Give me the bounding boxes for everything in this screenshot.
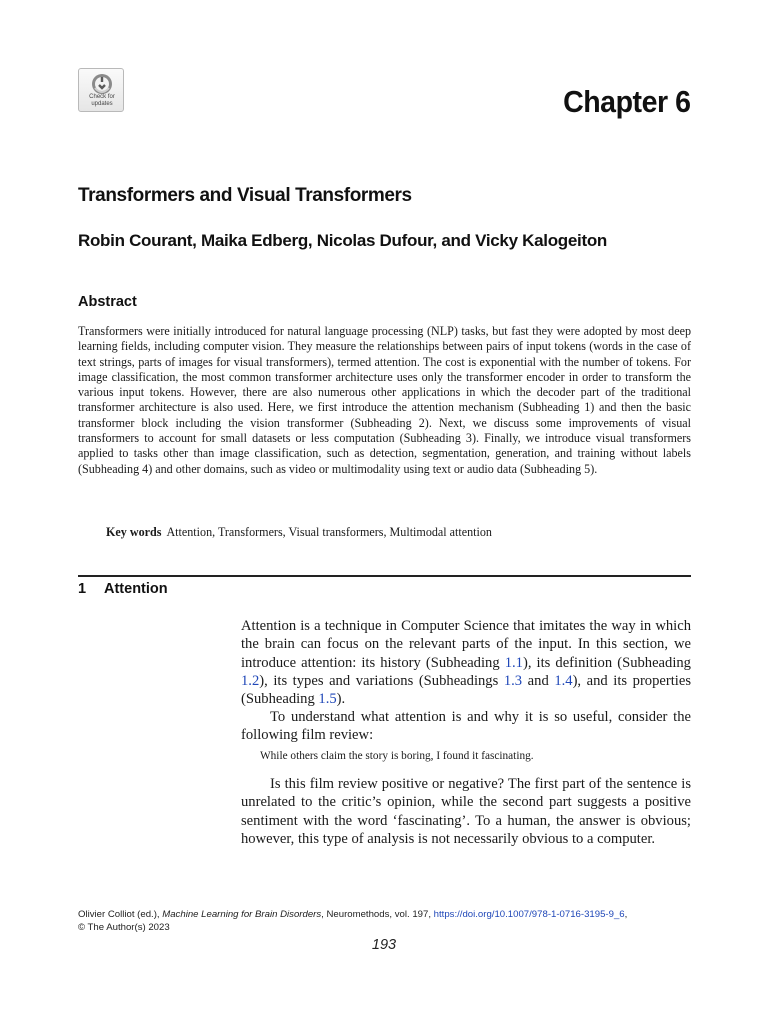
- abstract-heading: Abstract: [78, 294, 137, 310]
- badge-text: [79, 94, 125, 108]
- subheading-link-1-3[interactable]: 1.3: [503, 672, 523, 689]
- subheading-link-1-4[interactable]: 1.4: [554, 672, 573, 689]
- chapter-title: Transformers and Visual Transformers: [78, 185, 412, 206]
- footer-citation: [78, 909, 698, 934]
- footer-copyright: © The Author(s) 2023: [78, 921, 170, 933]
- paragraph-2: To understand what attention is and why it is so useful, consider the following film review:: [241, 709, 691, 744]
- para1-text-b: ), its definition (Subheading: [522, 654, 691, 671]
- keywords-list: Attention, Transformers, Visual transformers, Multimodal attention: [166, 525, 492, 539]
- section-title: Attention: [104, 581, 168, 597]
- paragraph-1: [241, 617, 691, 708]
- footer-editor: Olivier Colliot (ed.),: [78, 909, 163, 920]
- subheading-link-1-1[interactable]: 1.1: [504, 654, 523, 671]
- check-for-updates-badge[interactable]: [78, 68, 124, 112]
- section-number: 1: [78, 581, 87, 597]
- section-divider: [78, 575, 691, 577]
- subheading-link-1-2[interactable]: 1.2: [241, 672, 260, 689]
- badge-line-2: updates: [91, 101, 113, 107]
- para1-text-e: ), and its properties (Subheading: [241, 672, 691, 708]
- abstract-body: Transformers were initially introduced for natural language processing (NLP) tasks, but fast they were adopted by most deep learning fields, including computer vision. They measure the relationships between pairs of input tokens (words in the case of text strings, parts of images for visual transformers), termed attention. The cost is exponential with the number of tokens. For image classification, the most common transformer architecture uses only the transformer encoder in order to transform the various input tokens. However, there are also numerous other applications in which the decoder part of the traditional transformer architecture is also used. Here, we first introduce the attention mechanism (Subheading 1) and then the basic transformer block including the vision transformer (Subheading 2). Next, we discuss some improvements of visual transformers to account for small datasets or less computation (Subheading 3). Finally, we introduce visual transformers applied to tasks other than image classification, such as detection, segmentation, generation, and training without labels (Subheading 4) and other domains, such as video or multimodality using text or audio data (Subheading 5).: [78, 324, 691, 476]
- paragraph-3: Is this film review positive or negative? The first part of the sentence is unrelated to the critic’s opinion, while the second part suggests a positive sentiment with the word ‘fascinating’. To a human, the answer is obvious; however, this type of analysis is not necessarily obvious to a computer.: [241, 776, 691, 847]
- chapter-label: Chapter 6: [562, 84, 690, 119]
- check-updates-icon: [90, 73, 114, 95]
- subheading-link-1-5[interactable]: 1.5: [318, 691, 337, 708]
- para1-text-a: Attention is a technique in Computer Science that imitates the way in which the brain can focus on the relevant parts of the input. In this section, we introduce attention: its history (Subheading: [241, 618, 691, 671]
- para1-text-d: and: [522, 672, 555, 689]
- footer-series: , Neuromethods, vol. 197,: [321, 909, 434, 920]
- footer-book-title: Machine Learning for Brain Disorders: [162, 909, 322, 920]
- film-review-quote: While others claim the story is boring, I found it fascinating.: [260, 750, 534, 762]
- badge-line-1: Check for: [89, 94, 115, 100]
- footer-line-1: [78, 909, 698, 922]
- keywords: [106, 525, 492, 540]
- keywords-label: Key words: [106, 525, 162, 539]
- authors-line: Robin Courant, Maika Edberg, Nicolas Dufour, and Vicky Kalogeiton: [78, 231, 607, 250]
- para1-text-c: ), its types and variations (Subheadings: [259, 672, 504, 689]
- para1-text-f: ).: [336, 691, 346, 708]
- doi-link[interactable]: https://doi.org/10.1007/978-1-0716-3195-9_6: [433, 909, 625, 920]
- page-number: 193: [371, 937, 397, 953]
- footer-comma: ,: [624, 909, 628, 920]
